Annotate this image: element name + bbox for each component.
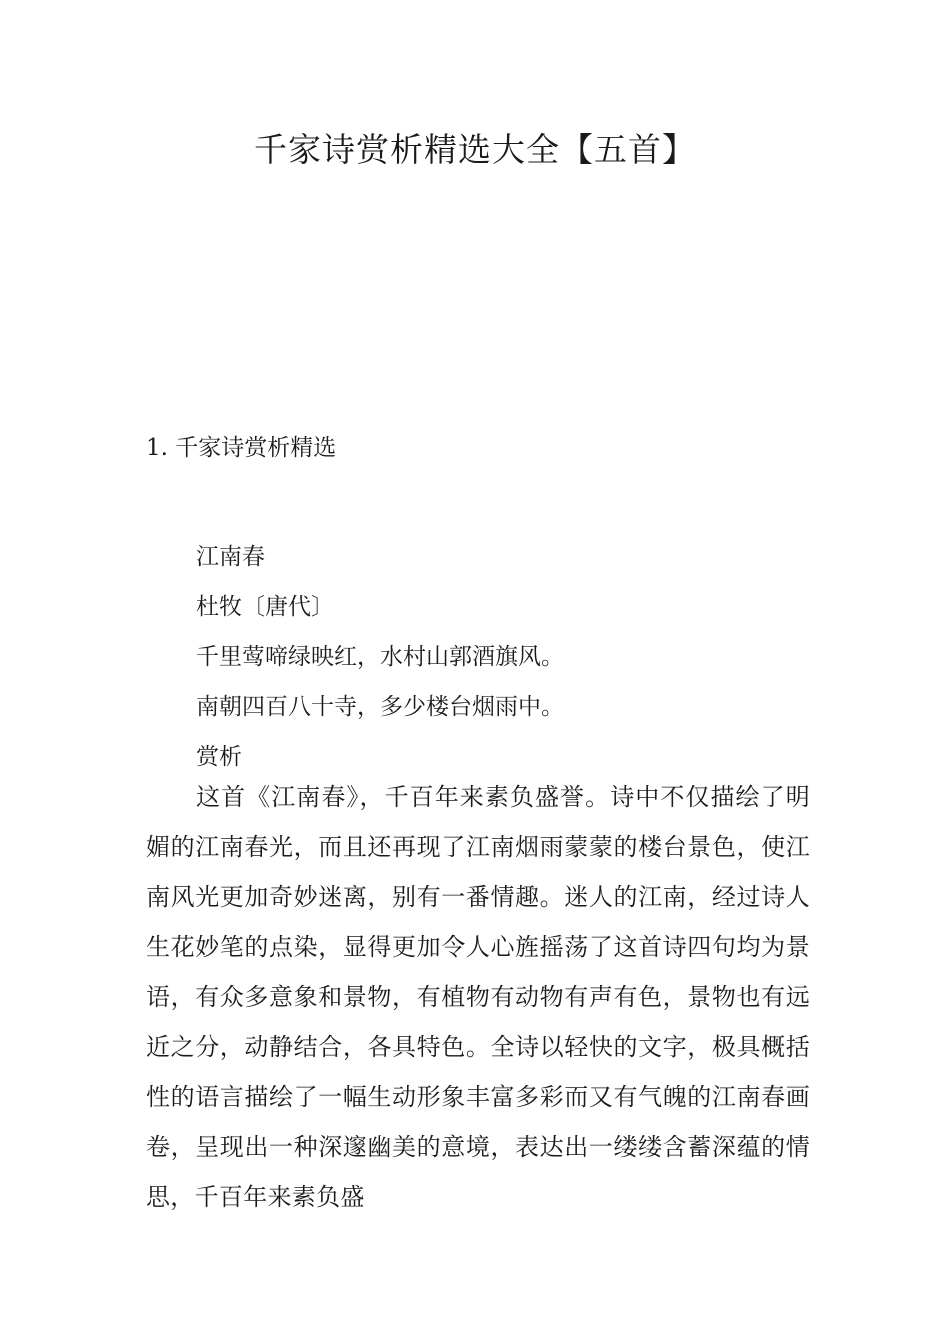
analysis-paragraph: 这首《江南春》，千百年来素负盛誉。诗中不仅描绘了明媚的江南春光，而且还再现了江南烟雨蒙蒙的楼台景色，使江南风光更加奇妙迷离，别有一番情趣。迷人的江南，经过诗人生花妙笔的点染，显得更加令人心旌摇荡了这首诗四句均为景语，有众多意象和景物，有植物有动物有声有色，景物也有远近之分，动静结合，各具特色。全诗以轻快的文字，极具概括性的语言描绘了一幅生动形象丰富多彩而又有气魄的江南春画卷，呈现出一种深邃幽美的意境，表达出一缕缕含蓄深蕴的情思，千百年来素负盛 [146, 783, 810, 1211]
section-heading: 1. 千家诗赏析精选 [146, 435, 337, 461]
poem-line-2: 南朝四百八十寺，多少楼台烟雨中。 [196, 694, 564, 720]
poem-title: 江南春 [196, 544, 265, 570]
analysis-label: 赏析 [196, 744, 242, 770]
poem-author: 杜牧〔唐代〕 [196, 594, 334, 620]
document-title: 千家诗赏析精选大全【五首】 [254, 130, 696, 169]
poem-line-1: 千里莺啼绿映红，水村山郭酒旗风。 [196, 644, 564, 670]
poem-block [196, 532, 564, 782]
